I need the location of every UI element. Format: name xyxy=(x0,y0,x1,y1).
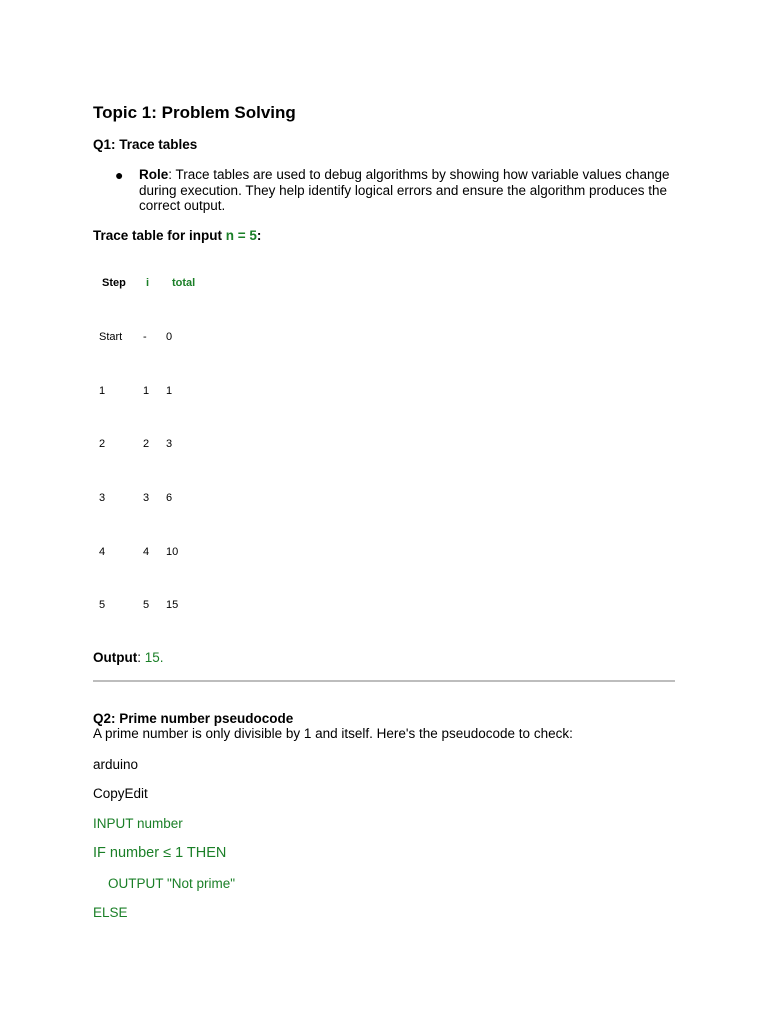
code-line: IF number ≤ 1 THEN xyxy=(93,845,227,861)
cell-total: 3 xyxy=(166,438,173,450)
cell-i: 1 xyxy=(143,385,150,397)
table-row xyxy=(93,385,293,405)
cell-step: 2 xyxy=(99,438,106,450)
cell-total: 15 xyxy=(166,599,179,611)
table-row xyxy=(93,438,293,458)
trace-heading-input: n = 5 xyxy=(225,228,257,243)
trace-table-heading xyxy=(93,228,261,243)
output-separator: : xyxy=(137,650,145,665)
code-line: ELSE xyxy=(93,905,128,920)
role-term: Role xyxy=(139,167,169,182)
trace-table-header-row xyxy=(93,277,293,297)
cell-step: 3 xyxy=(99,492,106,504)
header-step: Step xyxy=(102,277,126,289)
q2-heading: Q2: Prime number pseudocode xyxy=(93,711,294,726)
table-row xyxy=(93,546,293,566)
code-language-label: arduino xyxy=(93,757,139,772)
q2-description: A prime number is only divisible by 1 and itself. Here's the pseudocode to check: xyxy=(93,726,573,741)
cell-step: 1 xyxy=(99,385,106,397)
cell-total: 0 xyxy=(166,331,173,343)
table-row xyxy=(93,599,293,619)
table-row xyxy=(93,331,293,351)
trace-heading-prefix: Trace table for input xyxy=(93,228,226,243)
header-i: i xyxy=(146,277,150,289)
output-line xyxy=(93,650,164,665)
cell-i: 4 xyxy=(143,546,150,558)
code-line: OUTPUT "Not prime" xyxy=(108,876,236,891)
cell-i: 5 xyxy=(143,599,150,611)
cell-i: 2 xyxy=(143,438,150,450)
code-line: INPUT number xyxy=(93,816,183,831)
header-total: total xyxy=(172,277,196,289)
output-label: Output xyxy=(93,650,138,665)
copy-edit-button[interactable]: CopyEdit xyxy=(93,786,148,801)
q1-heading: Q1: Trace tables xyxy=(93,137,198,152)
role-bullet-text xyxy=(139,167,675,214)
cell-i: 3 xyxy=(143,492,150,504)
cell-i: - xyxy=(143,331,147,343)
table-row xyxy=(93,492,293,512)
cell-total: 10 xyxy=(166,546,179,558)
output-value: 15. xyxy=(144,650,164,665)
role-description: : Trace tables are used to debug algorithms by showing how variable values change during execution. They help identify logical errors and ensure the algorithm produces the correct output. xyxy=(139,167,670,214)
bullet-dot-icon: ● xyxy=(115,167,124,183)
topic-title: Topic 1: Problem Solving xyxy=(93,103,296,122)
cell-total: 1 xyxy=(166,385,173,397)
section-divider xyxy=(93,680,675,682)
cell-step: Start xyxy=(99,331,123,343)
cell-total: 6 xyxy=(166,492,173,504)
cell-step: 4 xyxy=(99,546,106,558)
cell-step: 5 xyxy=(99,599,106,611)
trace-heading-suffix: : xyxy=(256,228,262,243)
